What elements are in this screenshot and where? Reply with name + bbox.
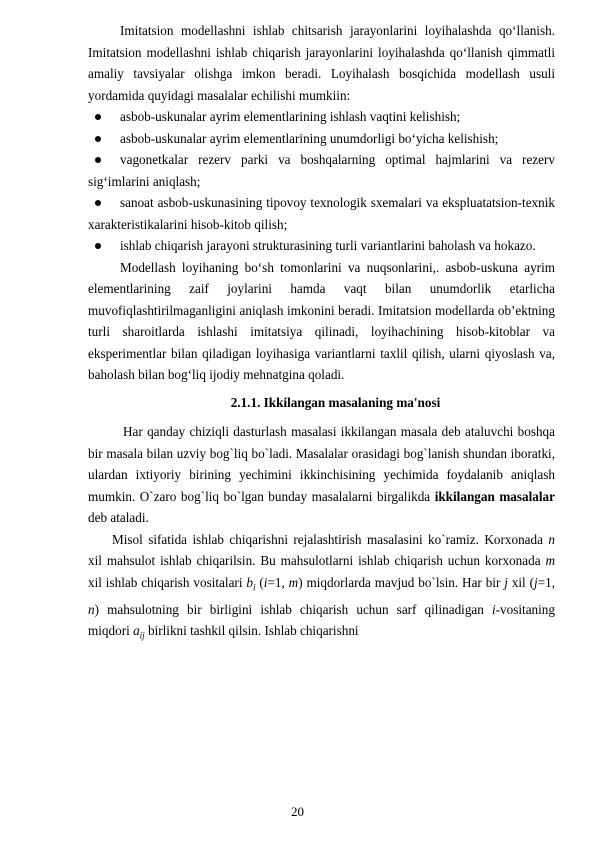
list-item [88,192,555,235]
page-number: 20 [291,804,304,819]
paragraph-dual-problem [88,421,555,529]
bold-term: ikkilangan masalalar [434,488,555,504]
bullet-icon [95,157,101,163]
list-item-text: ishlab chiqarish jarayoni strukturasining turli variantlarini baholash va hokazo. [120,238,536,253]
text-run: xil ishlab chiqarish vositalari [88,574,247,590]
paragraph-text: deb ataladi. [88,510,149,525]
paragraph-intro: Imitatsion modellashni ishlab chitsarish jarayonlarini loyihalashda qo‘llanish. Imitatsion modellashni ishlab chiqarish jarayonlarini loyihalashda qo‘llanish qimmatli amaliy tavsiyalar olishga imkon beradi. Loyihalash bosqichida modellash usuli yordamida quyidagi masalalar echilishi mumkiin: [88,23,555,103]
section-heading: 2.1.1. Ikkilangan masalaning ma'nosi [230,394,441,410]
text-run: ) miqdorlarda mavjud bo`lsin. Har bir [298,574,505,590]
paragraph-text: Har qanday chiziqli dasturlash masalasi ikkilangan masala deb ataluvchi boshqa bir masala bilan uzviy bog`liq bo`ladi. Masalalar orasidagi bog`lanish shundan iboratki, ulardan ixtiyoriy birining yechimini ikkinchisining yechimida foydalanib aniqlash mumkin. O`zaro bog`liq bo`lgan bunday masalalarni birgalikda [88,424,555,504]
text-run: ( [255,574,264,590]
math-var: b [246,574,253,590]
math-subscript: i [252,582,256,593]
bullet-icon [95,243,101,249]
text-run: =1, [267,574,289,590]
text-run: xil ( [507,574,534,590]
list-item-text: asbob-uskunalar ayrim elementlarining ishlash vaqtini kelishish; [120,109,461,124]
list-item-text: vagonetkalar rezerv parki va boshqalarning optimal hajmlarini va rezerv sig‘imlarini aniqlash; [88,152,555,189]
math-subscript: ij [139,630,145,641]
math-var: m [545,553,555,568]
math-var: n [88,601,95,617]
bullet-icon [95,200,101,206]
list-item-text: sanoat asbob-uskunasining tipovoy texnologik sxemalari va ekspluatatsion-texnik xarakteristikalarini hisob-kitob qilish; [88,195,555,232]
math-var: i [263,574,268,590]
paragraph-example [88,529,555,648]
math-var: j [504,574,508,590]
list-item-text: asbob-uskunalar ayrim elementlarining unumdorligi bo‘yicha kelishish; [120,130,499,146]
paragraph-modellash: Modellash loyihaning bo‘sh tomonlarini va nuqsonlarini,. asbob-uskuna ayrim elementlarining zaif joylarini hamda vaqt bilan unumdorlik etarlicha muvofiqlashtirilmaganligini aniqlash imkonini beradi. Imitatsion modellarda ob’ektning turli sharoitlarda ishlashi imitatsiya qilinadi, loyihachining hisob-kitoblar va eksperimentlar bilan qiladigan loyihasiga variantlarni taxlil qilish, ularni qiyoslash va, baholash bilan bog‘liq ijodiy mehnatgina qoladi. [88,259,555,382]
math-var: j [534,574,538,590]
text-run: -vositaning miqdori [88,601,555,639]
text-run: xil mahsulot ishlab chiqarilsin. Bu mahsulotlarni ishlab chiqarish uchun korxonada [88,553,546,568]
document-page [88,20,555,647]
math-var: i [491,601,496,617]
list-item [88,235,555,257]
math-var: a [133,623,140,639]
bullet-list [88,106,555,257]
math-var: m [288,574,299,590]
bullet-icon [95,136,101,142]
text-run: Misol sifatida ishlab chiqarishni rejalashtirish masalasini ko`ramiz. Korxonada [112,531,549,547]
math-var: n [548,531,555,547]
text-run: birlikni tashkil qilsin. Ishlab chiqarishni [144,623,359,639]
text-run: ) mahsulotning bir birligini ishlab chiqarish uchun sarf qilinadigan [94,601,492,617]
bullet-icon [95,114,101,120]
list-item [88,128,555,150]
text-run: =1, [537,574,555,590]
list-item [88,106,555,128]
list-item [88,149,555,192]
